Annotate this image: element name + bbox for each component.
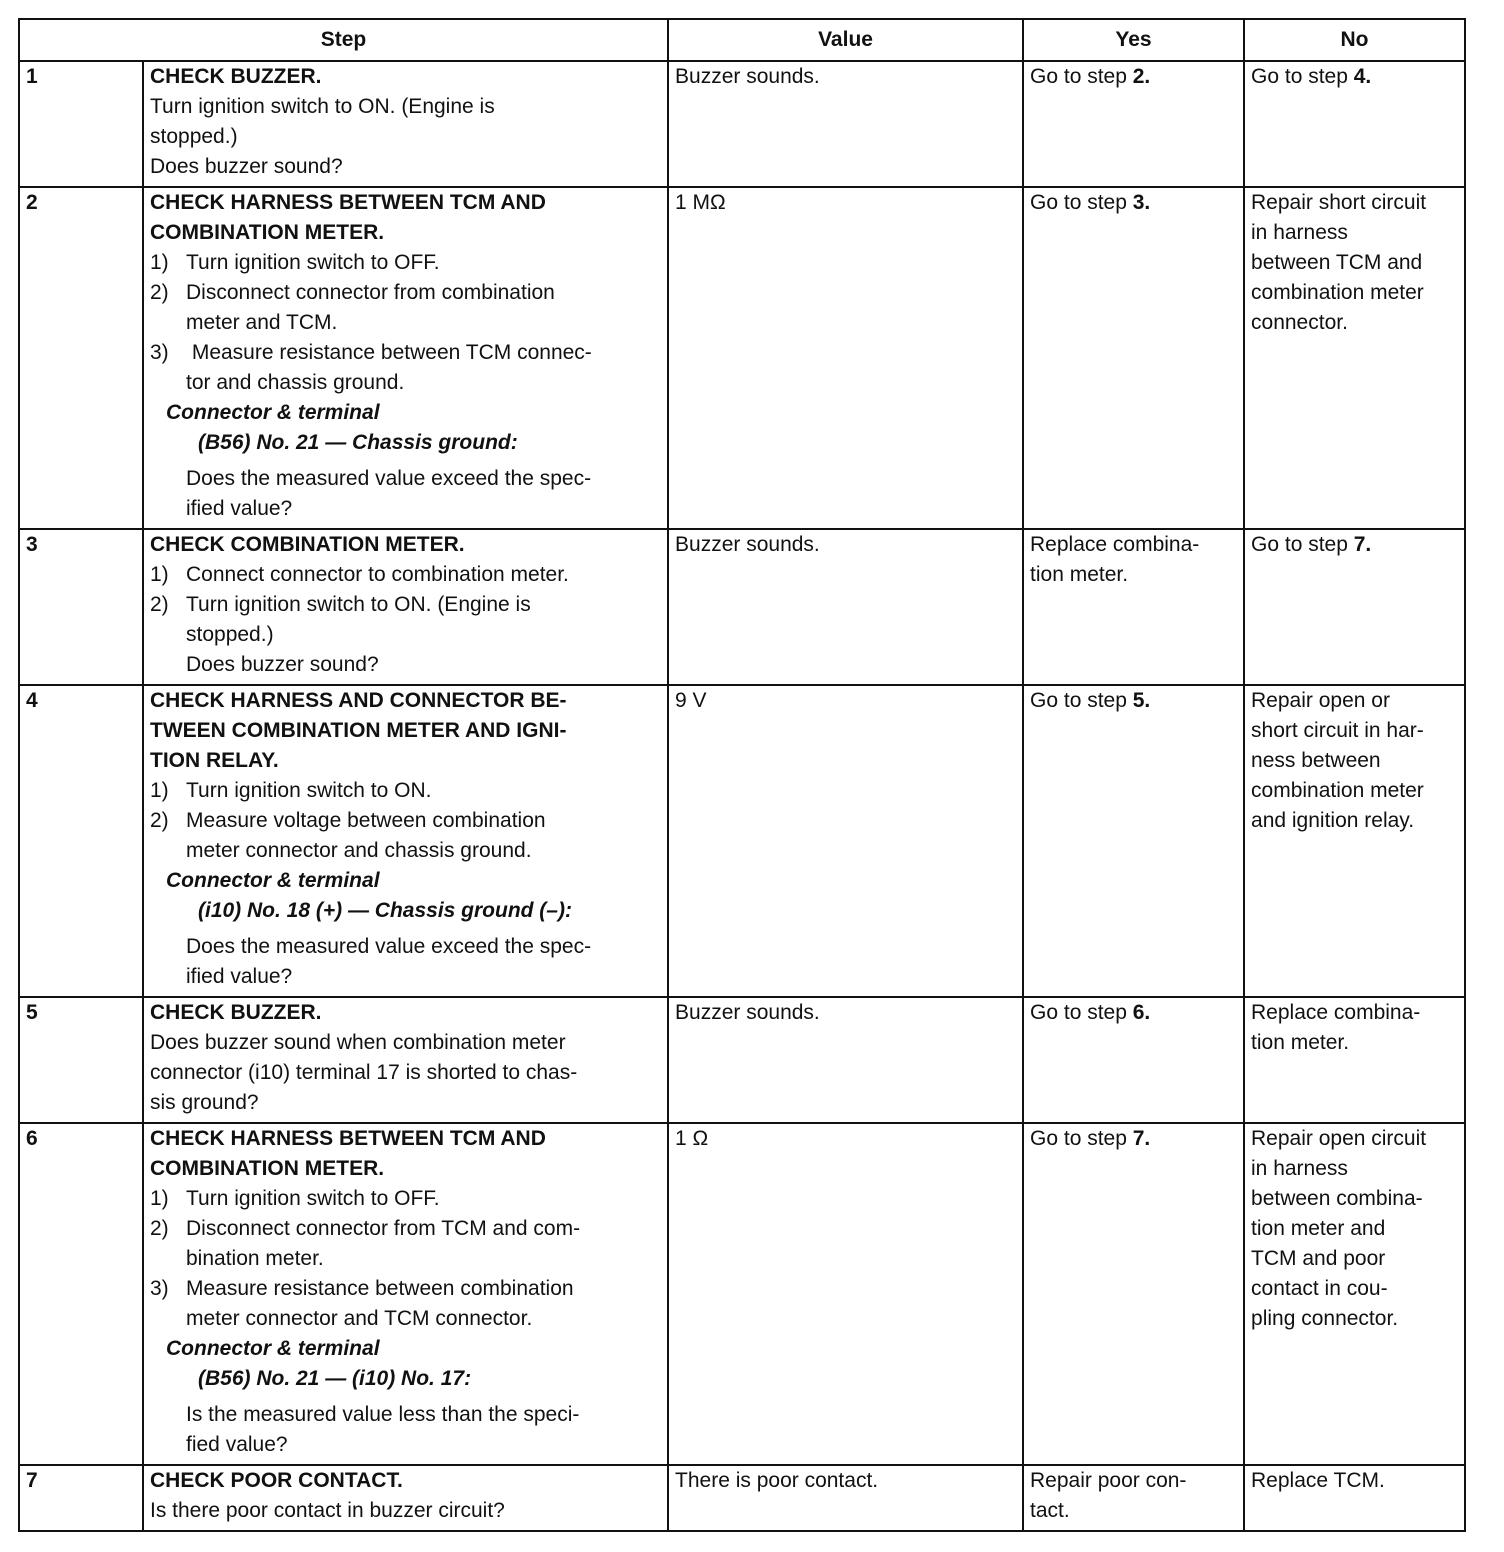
header-no: No — [1244, 19, 1465, 61]
step-description — [143, 187, 668, 529]
yes-line: tact. — [1030, 1499, 1070, 1522]
no-line: contact in cou- — [1251, 1277, 1388, 1300]
substep-line: Turn ignition switch to ON. (Engine is — [186, 593, 531, 616]
connector-label: Connector & terminal — [166, 1337, 380, 1360]
substep-line: meter connector and TCM connector. — [186, 1307, 533, 1330]
yes-line: Repair poor con- — [1030, 1469, 1187, 1492]
no-line: pling connector. — [1251, 1307, 1399, 1330]
table-row — [19, 529, 1465, 685]
no-cell — [1244, 685, 1465, 997]
substep-number: 3) — [150, 341, 169, 364]
table-row — [19, 685, 1465, 997]
substep — [150, 776, 661, 806]
step-title: CHECK POOR CONTACT. — [150, 1469, 403, 1492]
substep-list — [150, 560, 661, 680]
yes-step-ref: 6. — [1132, 1001, 1151, 1024]
step-question: fied value? — [186, 1433, 288, 1456]
yes-line: Replace combina- — [1030, 533, 1200, 556]
value-cell: Buzzer sounds. — [668, 529, 1023, 685]
no-line: short circuit in har- — [1251, 719, 1424, 742]
table-row — [19, 1465, 1465, 1531]
no-line: in harness — [1251, 1157, 1348, 1180]
value-cell: There is poor contact. — [668, 1465, 1023, 1531]
yes-step-ref: 7. — [1132, 1127, 1151, 1150]
step-question: Does the measured value exceed the spec- — [186, 935, 592, 958]
substep-line: tor and chassis ground. — [186, 371, 405, 394]
substep — [150, 590, 661, 680]
table-row — [19, 187, 1465, 529]
substep — [150, 806, 661, 866]
step-title: COMBINATION METER. — [150, 1157, 385, 1180]
yes-text: Go to step — [1030, 1127, 1133, 1150]
step-title: CHECK BUZZER. — [150, 65, 322, 88]
value-cell: Buzzer sounds. — [668, 61, 1023, 187]
no-line: Replace combina- — [1251, 1001, 1421, 1024]
no-line: tion meter. — [1251, 1031, 1350, 1054]
step-description — [143, 997, 668, 1123]
substep-line: stopped.) — [186, 623, 274, 646]
step-title: TION RELAY. — [150, 749, 279, 772]
substep-line: Measure resistance between combination — [186, 1277, 574, 1300]
yes-cell — [1023, 529, 1244, 685]
substep-line: Turn ignition switch to OFF. — [186, 1187, 440, 1210]
table-row — [19, 997, 1465, 1123]
substep — [150, 1184, 661, 1214]
no-cell — [1244, 529, 1465, 685]
step-line: Does buzzer sound when combination meter — [150, 1031, 566, 1054]
step-line: stopped.) — [150, 125, 238, 148]
substep — [150, 1274, 661, 1334]
substep-number: 1) — [150, 251, 169, 274]
substep-number: 2) — [150, 809, 169, 832]
step-line: Is there poor contact in buzzer circuit? — [150, 1499, 505, 1522]
step-title: CHECK HARNESS BETWEEN TCM AND — [150, 191, 546, 214]
step-question: Is the measured value less than the speci- — [186, 1403, 580, 1426]
connector-label: Connector & terminal — [166, 401, 380, 424]
substep-number: 1) — [150, 1187, 169, 1210]
step-question: Does the measured value exceed the spec- — [186, 467, 592, 490]
no-line: in harness — [1251, 221, 1348, 244]
yes-cell — [1023, 1123, 1244, 1465]
yes-cell — [1023, 1465, 1244, 1531]
yes-step-ref: 3. — [1132, 191, 1151, 214]
table-row — [19, 61, 1465, 187]
step-number: 3 — [19, 529, 143, 685]
header-value: Value — [668, 19, 1023, 61]
yes-step-ref: 2. — [1132, 65, 1151, 88]
no-line: TCM and poor — [1251, 1247, 1386, 1270]
substep-list — [150, 776, 661, 866]
connector-terminal: (B56) No. 21 — (i10) No. 17: — [198, 1367, 472, 1390]
substep-list — [150, 248, 661, 398]
substep-line: Turn ignition switch to ON. — [186, 779, 432, 802]
yes-line: tion meter. — [1030, 563, 1129, 586]
no-line: ness between — [1251, 749, 1381, 772]
substep-number: 3) — [150, 1277, 169, 1300]
substep — [150, 560, 661, 590]
step-line: Turn ignition switch to ON. (Engine is — [150, 95, 495, 118]
substep-line: Turn ignition switch to OFF. — [186, 251, 440, 274]
no-cell — [1244, 61, 1465, 187]
substep-line: Disconnect connector from TCM and com- — [186, 1217, 581, 1240]
substep-line: bination meter. — [186, 1247, 324, 1270]
no-text: Go to step — [1251, 65, 1354, 88]
step-title: TWEEN COMBINATION METER AND IGNI- — [150, 719, 567, 742]
diagnostic-table — [18, 18, 1466, 1532]
no-line: Repair open or — [1251, 689, 1390, 712]
connector-terminal: (i10) No. 18 (+) — Chassis ground (–): — [198, 899, 572, 922]
yes-text: Go to step — [1030, 191, 1133, 214]
substep-line: meter and TCM. — [186, 311, 338, 334]
step-title: CHECK HARNESS BETWEEN TCM AND — [150, 1127, 546, 1150]
no-line: between combina- — [1251, 1187, 1423, 1210]
step-line: Does buzzer sound? — [150, 155, 343, 178]
substep-number: 2) — [150, 281, 169, 304]
substep-number: 1) — [150, 563, 169, 586]
substep-line: Measure voltage between combination — [186, 809, 546, 832]
step-title: CHECK COMBINATION METER. — [150, 533, 465, 556]
step-number: 5 — [19, 997, 143, 1123]
connector-terminal: (B56) No. 21 — Chassis ground: — [198, 431, 518, 454]
yes-text: Go to step — [1030, 1001, 1133, 1024]
substep-number: 2) — [150, 593, 169, 616]
yes-cell — [1023, 61, 1244, 187]
yes-cell — [1023, 997, 1244, 1123]
substep-list — [150, 1184, 661, 1334]
substep — [150, 278, 661, 338]
connector-label: Connector & terminal — [166, 869, 380, 892]
step-number: 4 — [19, 685, 143, 997]
no-line: Repair short circuit — [1251, 191, 1427, 214]
substep-line: Does buzzer sound? — [186, 653, 379, 676]
yes-text: Go to step — [1030, 689, 1133, 712]
yes-text: Go to step — [1030, 65, 1133, 88]
step-line: sis ground? — [150, 1091, 259, 1114]
substep — [150, 338, 661, 398]
substep-line: Measure resistance between TCM connec- — [186, 341, 592, 364]
substep-line: Disconnect connector from combination — [186, 281, 555, 304]
no-line: tion meter and — [1251, 1217, 1386, 1240]
value-cell: Buzzer sounds. — [668, 997, 1023, 1123]
step-title: CHECK BUZZER. — [150, 1001, 322, 1024]
value-cell: 1 MΩ — [668, 187, 1023, 529]
no-line: combination meter — [1251, 281, 1424, 304]
no-line: and ignition relay. — [1251, 809, 1415, 832]
step-line: connector (i10) terminal 17 is shorted to chas- — [150, 1061, 578, 1084]
step-question: ified value? — [186, 497, 293, 520]
value-cell: 9 V — [668, 685, 1023, 997]
substep — [150, 1214, 661, 1274]
step-number: 7 — [19, 1465, 143, 1531]
no-step-ref: 7. — [1353, 533, 1372, 556]
value-cell: 1 Ω — [668, 1123, 1023, 1465]
step-description — [143, 1123, 668, 1465]
no-cell: Replace TCM. — [1244, 1465, 1465, 1531]
table-row — [19, 1123, 1465, 1465]
step-description — [143, 529, 668, 685]
yes-step-ref: 5. — [1132, 689, 1151, 712]
step-question: ified value? — [186, 965, 293, 988]
no-line: combination meter — [1251, 779, 1424, 802]
step-description — [143, 685, 668, 997]
yes-cell — [1023, 685, 1244, 997]
header-row — [19, 19, 1465, 61]
substep-number: 1) — [150, 779, 169, 802]
no-line: connector. — [1251, 311, 1348, 334]
step-title: COMBINATION METER. — [150, 221, 385, 244]
substep-line: Connect connector to combination meter. — [186, 563, 569, 586]
header-yes: Yes — [1023, 19, 1244, 61]
substep — [150, 248, 661, 278]
no-line: between TCM and — [1251, 251, 1423, 274]
step-description — [143, 61, 668, 187]
no-cell — [1244, 1123, 1465, 1465]
substep-number: 2) — [150, 1217, 169, 1240]
step-number: 1 — [19, 61, 143, 187]
no-line: Repair open circuit — [1251, 1127, 1427, 1150]
no-cell — [1244, 187, 1465, 529]
no-cell — [1244, 997, 1465, 1123]
no-step-ref: 4. — [1353, 65, 1372, 88]
no-text: Go to step — [1251, 533, 1354, 556]
step-title: CHECK HARNESS AND CONNECTOR BE- — [150, 689, 567, 712]
substep-line: meter connector and chassis ground. — [186, 839, 532, 862]
yes-cell — [1023, 187, 1244, 529]
step-number: 2 — [19, 187, 143, 529]
step-number: 6 — [19, 1123, 143, 1465]
step-description — [143, 1465, 668, 1531]
header-step: Step — [19, 19, 668, 61]
